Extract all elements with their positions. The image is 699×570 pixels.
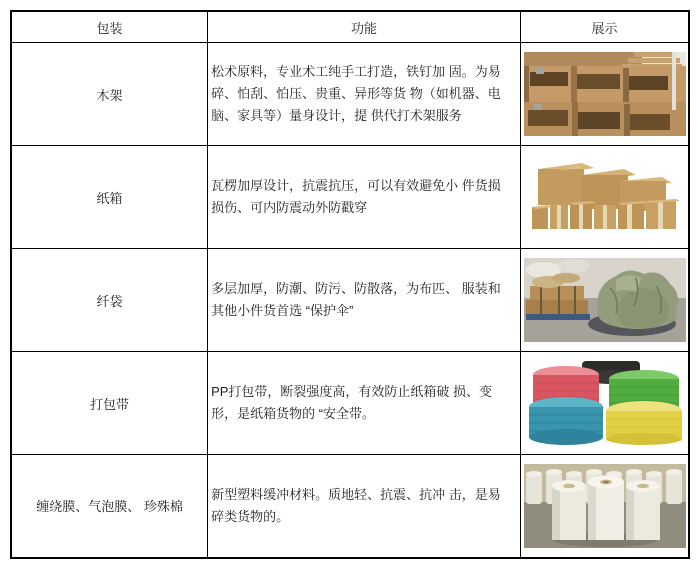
header-package: 包装 [11,11,208,43]
photo-cell [521,352,690,455]
function-text: 新型塑料缓冲材料。质地轻、抗震、抗冲 击，是易碎类货物的。 [208,455,521,558]
stretch-film-image [524,464,686,548]
table-row [11,352,689,455]
table-row [11,146,689,249]
packaging-table [10,10,690,559]
package-name: 缠绕膜、气泡膜、 珍殊棉 [11,455,208,558]
table-row [11,455,689,558]
wooden-crates-image [524,52,686,136]
packaging-table-wrapper [10,10,690,559]
photo-cell [521,455,690,558]
function-text: PP打包带，断裂强度高，有效防止纸箱破 损、变形，是纸箱货物的 “安全带。 [208,352,521,455]
header-function: 功能 [208,11,521,43]
strap-rolls-image [524,361,686,445]
function-text: 瓦楞加厚设计，抗震抗压，可以有效避免小 件货损损伤、可内防震动外防戳穿 [208,146,521,249]
function-text: 多层加厚，防潮、防污、防散落，为布匹、 服装和其他小件货首选 “保护伞” [208,249,521,352]
package-name: 纤袋 [11,249,208,352]
package-name: 纸箱 [11,146,208,249]
function-text: 松术原料，专业术工纯手工打造，铁钉加 固。为易碎、怕刮、怕压、贵重、异形等货 物（如机器、电脑、家具等）量身设计，提 供代打术架服务 [208,43,521,146]
package-name: 木架 [11,43,208,146]
header-display: 展示 [521,11,690,43]
photo-cell [521,249,690,352]
package-name: 打包带 [11,352,208,455]
header-row [11,11,689,43]
photo-cell [521,146,690,249]
table-row [11,249,689,352]
cardboard-boxes-image [524,155,686,239]
table-row [11,43,689,146]
photo-cell [521,43,690,146]
fiber-bags-image [524,258,686,342]
